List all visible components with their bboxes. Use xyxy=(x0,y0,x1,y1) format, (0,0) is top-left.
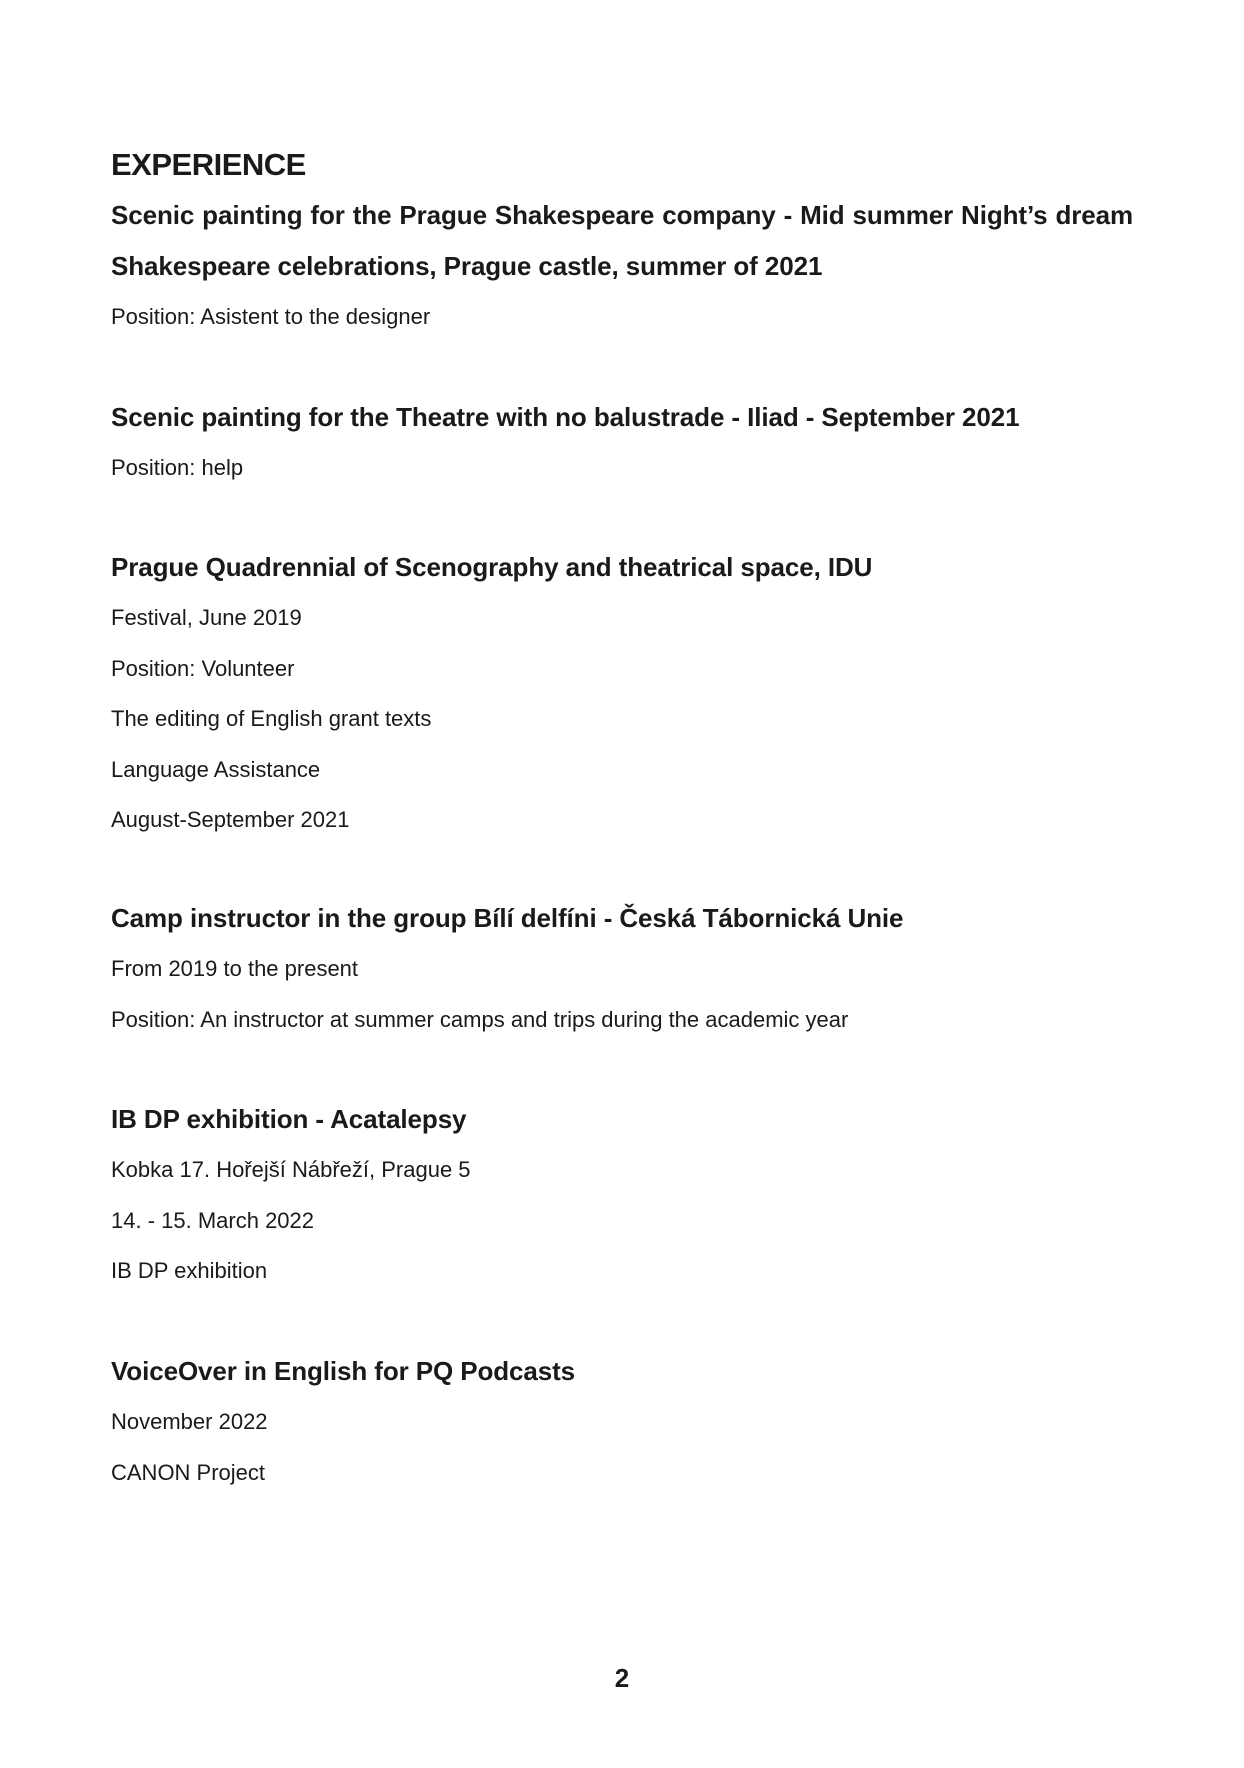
page-number: 2 xyxy=(614,1663,630,1693)
entry-title: Scenic painting for the Prague Shakespeare company - Mid summer Night’s dream Shakespeare celebrations, Prague castle, summer of 2021 xyxy=(111,200,1133,281)
entry-detail: The editing of English grant texts xyxy=(111,706,432,731)
entry-detail: IB DP exhibition xyxy=(111,1258,268,1283)
entry-detail: August-September 2021 xyxy=(111,807,350,832)
entry-detail: From 2019 to the present xyxy=(111,956,359,981)
experience-entry-voiceover xyxy=(111,1346,1133,1498)
entry-detail: 14. - 15. March 2022 xyxy=(111,1207,315,1233)
entry-detail: November 2022 xyxy=(111,1409,268,1434)
entry-detail: Position: Asistent to the designer xyxy=(111,304,431,329)
entry-title: IB DP exhibition - Acatalepsy xyxy=(111,1104,467,1134)
entry-title: Prague Quadrennial of Scenography and theatrical space, IDU xyxy=(111,552,873,582)
entry-detail: Position: help xyxy=(111,455,244,480)
entry-title: Scenic painting for the Theatre with no balustrade - Iliad - September 2021 xyxy=(111,402,1020,432)
entry-detail: Position: Volunteer xyxy=(111,655,295,681)
entry-title: VoiceOver in English for PQ Podcasts xyxy=(111,1356,576,1386)
entry-detail: Position: An instructor at summer camps and trips during the academic year xyxy=(111,1006,849,1032)
entry-detail: Kobka 17. Hořejší Nábřeží, Prague 5 xyxy=(111,1157,471,1182)
experience-entry-shakespeare xyxy=(111,190,1133,343)
experience-entry-ib-exhibition xyxy=(111,1094,1133,1297)
entry-title: Camp instructor in the group Bílí delfíni - Česká Tábornická Unie xyxy=(111,903,904,933)
section-title-experience: EXPERIENCE xyxy=(111,147,306,182)
experience-entry-quadrennial xyxy=(111,542,1133,846)
entry-detail: CANON Project xyxy=(111,1459,266,1485)
entry-detail: Language Assistance xyxy=(111,756,321,782)
experience-entry-camp-instructor xyxy=(111,893,1133,1045)
experience-entry-iliad xyxy=(111,392,1133,494)
entry-detail: Festival, June 2019 xyxy=(111,605,302,630)
